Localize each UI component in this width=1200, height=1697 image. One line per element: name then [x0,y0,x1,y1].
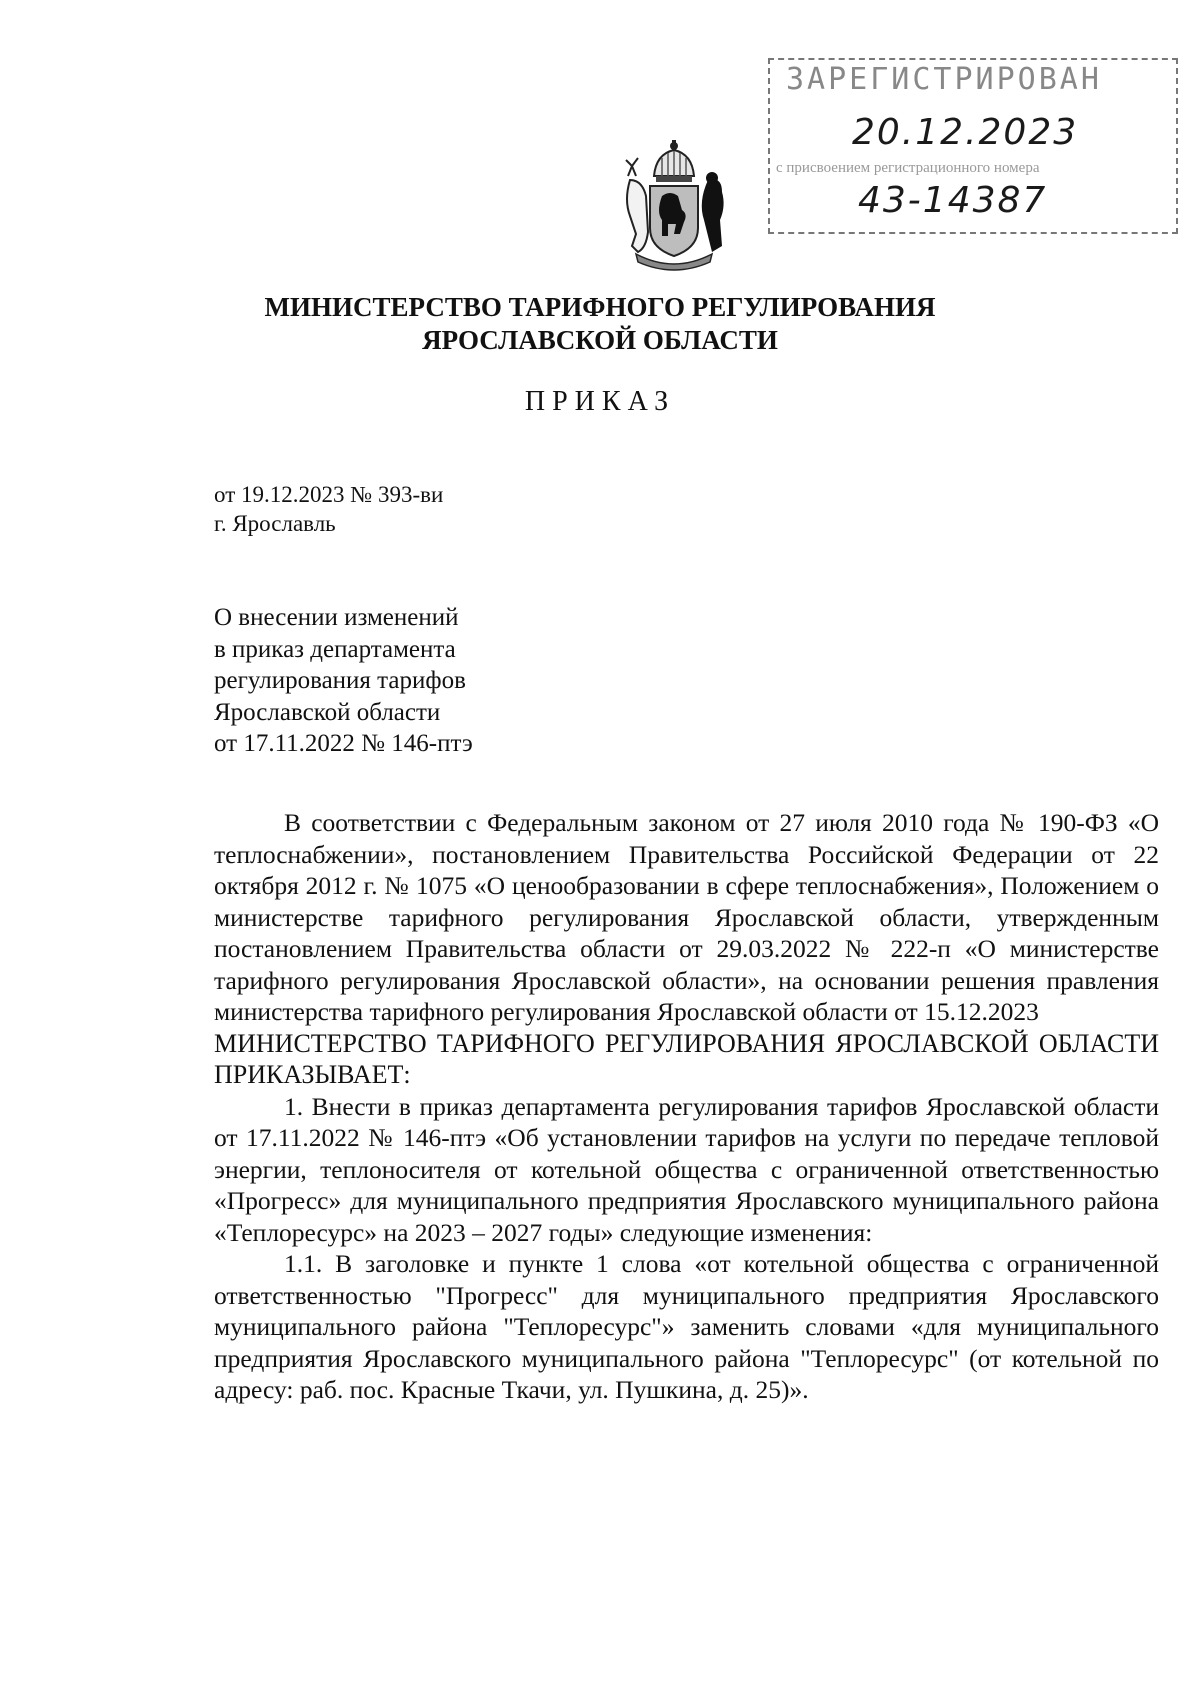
subject-line: Ярославской области [214,698,441,726]
document-subject [214,602,473,760]
stamp-note: с присвоением регистрационного номера [776,160,1040,176]
subject-line: от 17.11.2022 № 146-птэ [214,730,473,757]
stamp-date: 20.12.2023 [852,112,1079,153]
registration-stamp [768,58,1178,234]
subject-line: О внесении изменений [214,604,459,631]
coat-of-arms-icon [612,136,736,274]
date-number: от 19.12.2023 № 393-ви [214,482,444,507]
item-1-paragraph: 1. Внести в приказ департамента регулирования тарифов Ярославской области от 17.11.2022 № 146-птэ «Об установлении тарифов на услуги по передаче тепловой энергии, теплоносителя от котельной общества с ограниченной ответственностью «Прогресс» для муниципального предприятия Ярославского муниципального района «Теплоресурс» на 2023 – 2027 годы» следующие изменения: [214,1091,1159,1247]
document-body [214,807,1159,1406]
stamp-number: 43-14387 [858,180,1048,221]
ministry-name-line2: ЯРОСЛАВСКОЙ ОБЛАСТИ [422,325,778,355]
stamp-title: ЗАРЕГИСТРИРОВАН [786,62,1102,97]
document-meta [214,480,443,538]
ministry-name-line1: МИНИСТЕРСТВО ТАРИФНОГО РЕГУЛИРОВАНИЯ [264,292,936,322]
subject-line: в приказ департамента [214,635,456,663]
preamble-paragraph: В соответствии с Федеральным законом от 27 июля 2010 года № 190-ФЗ «О теплоснабжении», постановлением Правительства Российской Федерации от 22 октября 2012 г. № 1075 «О ценообразовании в сфере теплоснабжения», Положением о министерстве тарифного регулирования Ярославской области, утвержденным постановлением Правительства области от 29.03.2022 № 222-п «О министерстве тарифного регулирования Ярославской области», на основании решения правления министерства тарифного регулирования Ярославской области от 15.12.2023 [214,808,1159,1026]
item-1-1-paragraph: 1.1. В заголовке и пункте 1 слова «от котельной общества с ограниченной ответственностью "Прогресс" для муниципального предприятия Ярославского муниципального района "Теплоресурс"» заменить словами «для муниципального предприятия Ярославского муниципального района "Теплоресурс" (от котельной по адресу: раб. пос. Красные Ткачи, ул. Пушкина, д. 25)». [214,1249,1159,1404]
decree-line: МИНИСТЕРСТВО ТАРИФНОГО РЕГУЛИРОВАНИЯ ЯРОСЛАВСКОЙ ОБЛАСТИ ПРИКАЗЫВАЕТ: [214,1028,1159,1089]
document-type: ПРИКАЗ [524,386,676,417]
subject-line: регулирования тарифов [214,667,466,694]
city: г. Ярославль [214,511,336,536]
